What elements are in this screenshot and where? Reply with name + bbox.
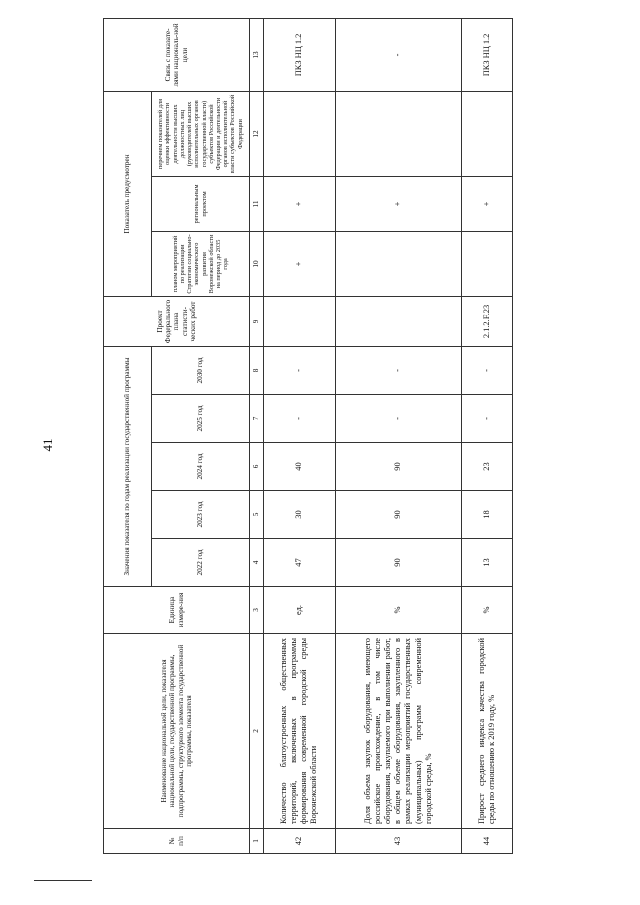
header-evaluation-list: перечнем показателей для оценки эффективности деятельности высших должностных лиц (руководителей высших исполнительных органов государственной власти) субъектов Российской Федерации и деятельности органов исполнительной власти субъектов Российской Федерации: [152, 91, 250, 176]
row-value-2022: 13: [462, 539, 513, 587]
row-value-2023: 18: [462, 491, 513, 539]
header-unit: Единица измере-ния: [104, 587, 250, 634]
row-value-2022: 90: [335, 539, 462, 587]
column-number: 11: [250, 176, 264, 231]
row-name: Прирост среднего индекса качества городской среды по отношению к 2019 году, %: [462, 634, 513, 829]
header-values-group: Значения показателя по годам реализации государственной программы: [104, 346, 152, 586]
row-name: Количество благоустроенных общественных территорий, включенных в программы формирования современной городской среды Воронежской области: [263, 634, 335, 829]
row-num: 42: [263, 829, 335, 854]
indicators-table: [103, 18, 513, 854]
row-value-2022: 47: [263, 539, 335, 587]
row-num: 44: [462, 829, 513, 854]
row-strategy: [335, 231, 462, 296]
header-federal-plan: Проект Федерального плана статисти-ческих работ: [104, 296, 250, 346]
row-regional: +: [462, 176, 513, 231]
row-value-2030: -: [462, 346, 513, 394]
column-number: 9: [250, 296, 264, 346]
row-link: ПКЗ НЦ 1.2: [462, 18, 513, 91]
row-regional: +: [263, 176, 335, 231]
row-unit: %: [335, 587, 462, 634]
row-value-2030: -: [335, 346, 462, 394]
table-row: [335, 18, 462, 853]
row-name: Доля объема закупок оборудования, имеющего российское происхождение, в том числе оборудования, закупаемого при выполнении работ, в общем объеме оборудования, закупленного в рамках реализации мероприятий государственных (муниципальных) программ современной городской среды, %: [335, 634, 462, 829]
row-regional: +: [335, 176, 462, 231]
column-number: 4: [250, 539, 264, 587]
footer-rule: [34, 880, 92, 881]
row-unit: ед.: [263, 587, 335, 634]
row-value-2023: 90: [335, 491, 462, 539]
row-evaluation: [263, 91, 335, 176]
row-value-2023: 30: [263, 491, 335, 539]
column-number: 7: [250, 395, 264, 443]
row-value-2025: -: [263, 395, 335, 443]
row-value-2024: 23: [462, 443, 513, 491]
column-number: 5: [250, 491, 264, 539]
row-federal-plan: [263, 296, 335, 346]
row-strategy: +: [263, 231, 335, 296]
row-federal-plan: 2.1.2.F.23: [462, 296, 513, 346]
row-value-2024: 40: [263, 443, 335, 491]
column-number: 6: [250, 443, 264, 491]
row-federal-plan: [335, 296, 462, 346]
column-number: 13: [250, 18, 264, 91]
row-strategy: [462, 231, 513, 296]
column-number: 2: [250, 634, 264, 829]
header-provided-group: Показатель предусмотрен: [104, 91, 152, 296]
header-year-2022: 2022 год: [152, 539, 250, 587]
header-name: Наименование национальной цели, показателя национальной цели, государственной программы, подпрограммы, структурного элемента государственной программы, показателя: [104, 634, 250, 829]
page-number: 41: [40, 438, 55, 452]
header-link: Связь с показате-лями националь-ной цели: [104, 18, 250, 91]
row-evaluation: [335, 91, 462, 176]
row-value-2024: 90: [335, 443, 462, 491]
table-row: [462, 18, 513, 853]
header-year-2025: 2025 год: [152, 395, 250, 443]
row-num: 43: [335, 829, 462, 854]
column-number: 10: [250, 231, 264, 296]
column-number: 12: [250, 91, 264, 176]
row-link: -: [335, 18, 462, 91]
header-year-2024: 2024 год: [152, 443, 250, 491]
row-unit: %: [462, 587, 513, 634]
row-value-2025: -: [335, 395, 462, 443]
table-row: [263, 18, 335, 853]
row-evaluation: [462, 91, 513, 176]
column-numbers-row: [250, 18, 264, 853]
header-year-2023: 2023 год: [152, 491, 250, 539]
column-number: 8: [250, 346, 264, 394]
header-strategy: планом мероприятий по реализации Стратегии социально-экономического развития Воронежской области на период до 2035 года: [152, 231, 250, 296]
row-link: ПКЗ НЦ 1.2: [263, 18, 335, 91]
column-number: 3: [250, 587, 264, 634]
row-value-2030: -: [263, 346, 335, 394]
header-num: № п/п: [104, 829, 250, 854]
header-year-2030: 2030 год: [152, 346, 250, 394]
column-number: 1: [250, 829, 264, 854]
row-value-2025: -: [462, 395, 513, 443]
header-regional-projects: региональным проектом: [152, 176, 250, 231]
